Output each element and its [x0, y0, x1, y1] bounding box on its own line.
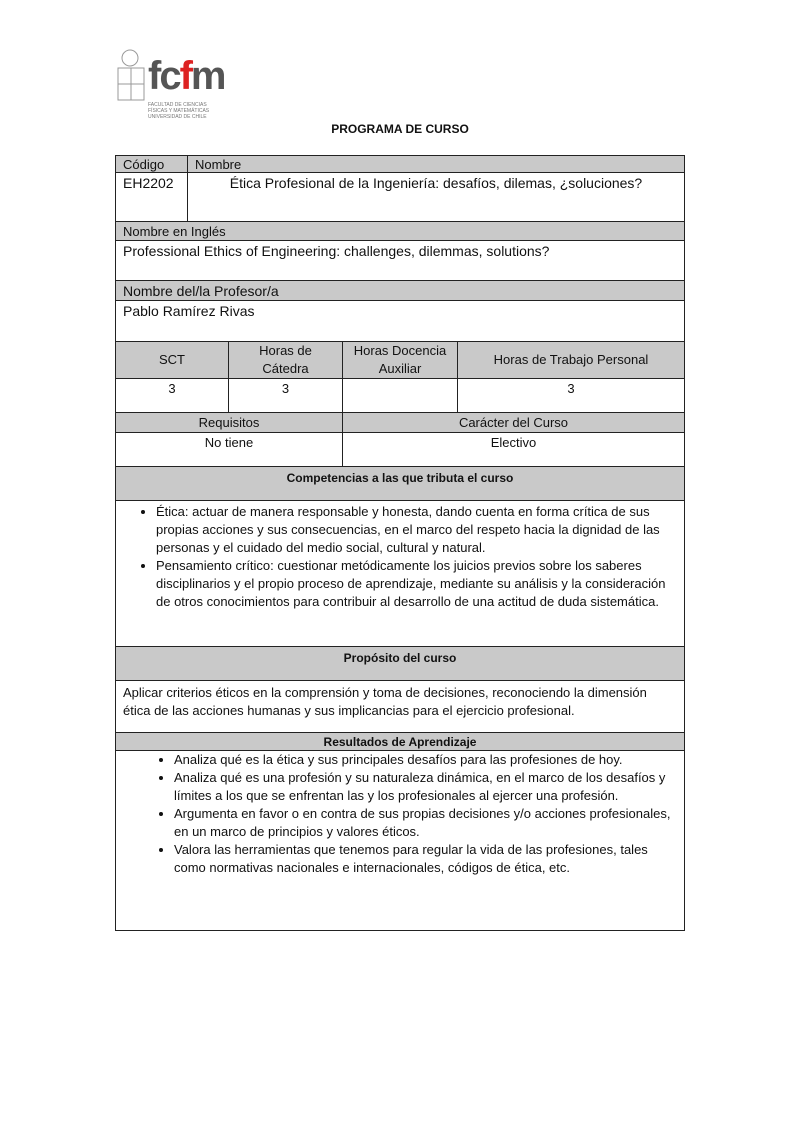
caracter-value: Electivo — [342, 432, 685, 467]
resultado-item: • Analiza qué es una profesión y su naturaleza dinámica, en el marco de los desafíos y límites a los que se enfrentan las y los profesionales al ejercer una profesión. — [174, 769, 676, 805]
logo-text: fcfm — [148, 54, 225, 98]
competencias-section — [115, 500, 685, 647]
catedra-header: Horas de Cátedra — [228, 341, 343, 379]
competencia-item: • Pensamiento crítico: cuestionar metódicamente los juicios previos sobre los saberes disciplinarios y el propio proceso de aprendizaje, mediante su análisis y la consideración de otros conocimientos para contribuir al desarrollo de una actitud de duda sistemática. — [156, 557, 676, 611]
profesor-name: Pablo Ramírez Rivas — [115, 300, 685, 342]
requisitos-value: No tiene — [115, 432, 343, 467]
profesor-label: Nombre del/la Profesor/a — [115, 280, 685, 301]
codigo-label: Código — [115, 155, 188, 173]
resultado-item: • Analiza qué es la ética y sus principales desafíos para las profesiones de hoy. — [174, 751, 676, 769]
requisitos-label: Requisitos — [115, 412, 343, 433]
auxiliar-value — [342, 378, 458, 413]
caracter-label: Carácter del Curso — [342, 412, 685, 433]
competencia-item: • Ética: actuar de manera responsable y honesta, dando cuenta en forma crítica de sus propias acciones y sus consecuencias, en el marco del respeto hacia la dignidad de las personas y el cuidado del medio social, cultural y natural. — [156, 503, 676, 557]
resultado-item: • Argumenta en favor o en contra de sus propias decisiones y/o acciones profesionales, en un marco de principios y valores éticos. — [174, 805, 676, 841]
page-title: PROGRAMA DE CURSO — [331, 122, 469, 136]
resultados-section — [115, 750, 685, 931]
resultados-label: Resultados de Aprendizaje — [115, 732, 685, 751]
competencias-label: Competencias a las que tributa el curso — [115, 466, 685, 501]
proposito-text: Aplicar criterios éticos en la comprensión y toma de decisiones, reconociendo la dimensión ética de las acciones humanas y sus implicancias para el ejercicio profesional. — [115, 680, 685, 733]
english-name: Professional Ethics of Engineering: challenges, dilemmas, solutions? — [115, 240, 685, 281]
proposito-label: Propósito del curso — [115, 646, 685, 681]
course-name: Ética Profesional de la Ingeniería: desafíos, dilemas, ¿soluciones? — [187, 172, 685, 222]
logo-subtitle: FACULTAD DE CIENCIAS — [148, 102, 207, 108]
catedra-value: 3 — [228, 378, 343, 413]
personal-header: Horas de Trabajo Personal — [457, 341, 685, 379]
nombre-label: Nombre — [187, 155, 685, 173]
ingles-label: Nombre en Inglés — [115, 221, 685, 241]
course-code: EH2202 — [115, 172, 188, 222]
resultado-item: • Valora las herramientas que tenemos para regular la vida de las profesiones, tales como normativas nacionales e internacionales, códigos de ética, etc. — [174, 841, 676, 877]
sct-value: 3 — [115, 378, 229, 413]
logo-subtitle: UNIVERSIDAD DE CHILE — [148, 114, 207, 120]
auxiliar-header: Horas Docencia Auxiliar — [342, 341, 458, 379]
logo-subtitle: FÍSICAS Y MATEMÁTICAS — [148, 108, 210, 114]
sct-header: SCT — [115, 341, 229, 379]
personal-value: 3 — [457, 378, 685, 413]
fcfm-logo — [112, 44, 225, 124]
